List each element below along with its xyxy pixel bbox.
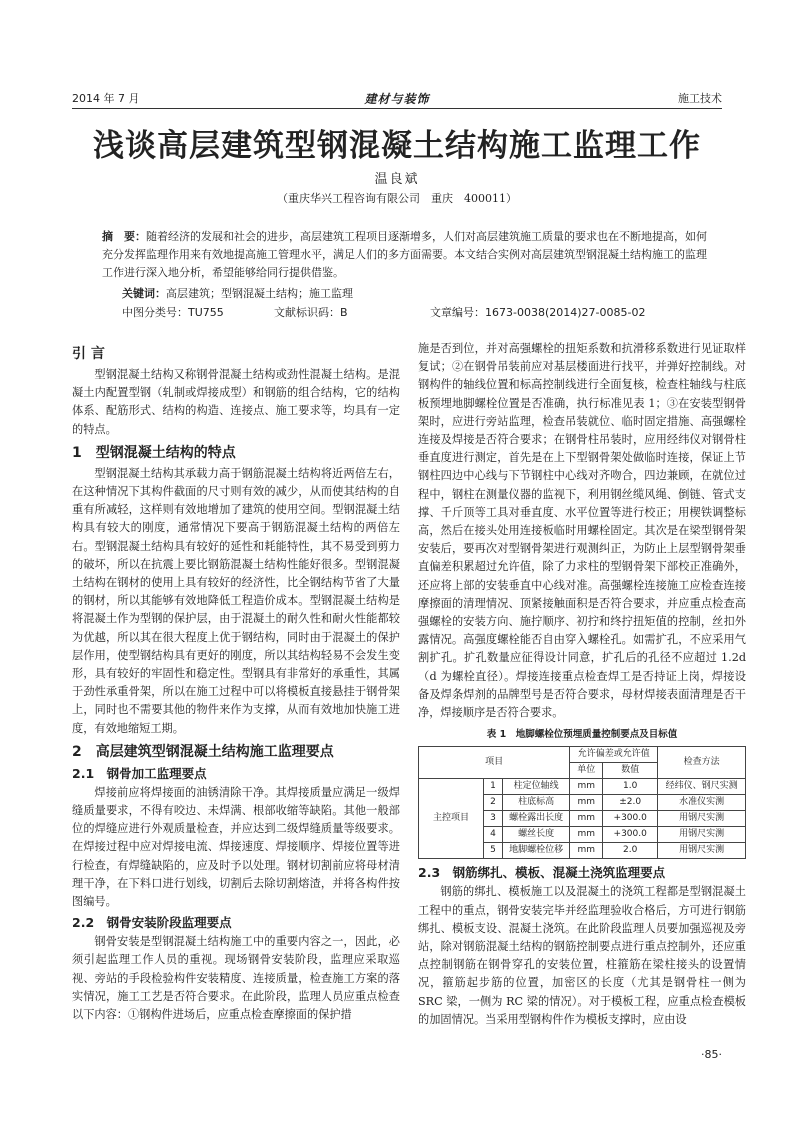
section1-paragraph: 型钢混凝土结构其承载力高于钢筋混凝土结构将近两倍左右，在这种情况下其构件截面的尺寸则有效的减少，从而使其结构的自重有所减轻，这样则有效地增加了建筑的使用空间。型钢混凝土结构具有较大的刚度，通常情况下要高于钢筋混凝土结构的两倍左右。型钢混凝土结构具有较好的延性和耗能特性，其不易受到剪力的破坏，所以在抗震上要比钢筋混凝土结构性能好很多。型钢混凝土结构在钢材的使用上具有较好的经济性，比全钢结构节省了大量的钢材，所以其能够有效地降低工程造价成本。型钢混凝土结构是将混凝土作为型钢的保护层，由于混凝土的耐久性和耐火性能都较为优越，所以其在很大程度上优于钢结构，同时由于混凝土的保护层作用，使型钢结构具有更好的刚度，所以其结构轻易不会发生变形，具有较好的牢固性和稳定性。型钢具有非常好的承重性，其属于劲性承重骨架，所以在施工过程中可以将模板直接悬挂于钢骨架上，同时也不需要其他的物件来作为支撑，从而有效地加快施工进度，有效地缩短工期。 — [72, 466, 400, 735]
abstract-text: 随着经济的发展和社会的进步，高层建筑工程项目逐渐增多，人们对高层建筑施工质量的要求也在不断地提高，如何充分发挥监理作用来有效地提高施工管理水平，满足人们的多方面需要。本文结合实例对高层建筑型钢混凝土结构施工的监理工作进行深入地分析，希望能够给同行提供借鉴。 — [102, 230, 707, 279]
row-unit: mm — [570, 811, 603, 827]
page-number: ·85· — [701, 1048, 722, 1061]
row-unit: mm — [570, 779, 603, 795]
section21-heading: 2.1 钢骨加工监理要点 — [72, 765, 207, 781]
th-item: 项目 — [419, 747, 570, 779]
row-method: 用钢尺实测 — [658, 811, 746, 827]
row-value: +300.0 — [603, 827, 658, 843]
section23-paragraph: 钢筋的绑扎、模板施工以及混凝土的浇筑工程都是型钢混凝土工程中的重点，钢骨安装完毕并经监理验收合格后，方可进行钢筋绑扎、模板支设、混凝土浇筑。在此阶段监理人员要加强巡视及旁站，除对钢筋混凝土结构的钢筋控制要点进行重点控制外，还应重点控制钢筋在钢骨穿孔的安装位置，柱箍筋在梁柱接头的设置情况，箍筋起步筋的位置，加密区的长度（尤其是钢骨柱一侧为 SRC 梁，一侧为 RC 梁的情况）。对于模板工程，应重点检查模板的加固情况。当采用型钢构件作为模板支撑时，应由设 — [418, 885, 746, 1026]
row-name: 柱定位轴线 — [503, 779, 570, 795]
row-value: ±2.0 — [603, 795, 658, 811]
table-row — [419, 779, 746, 795]
th-method: 检查方法 — [658, 747, 746, 779]
row-method: 用钢尺实测 — [658, 843, 746, 859]
row-no: 4 — [484, 827, 503, 843]
article-title: 浅谈高层建筑型钢混凝土结构施工监理工作 — [93, 128, 701, 164]
section1-heading: 1 型钢混凝土结构的特点 — [72, 444, 236, 461]
section21-paragraph: 焊接前应将焊接面的油锈清除干净。其焊接质量应满足一级焊缝质量要求，不得有咬边、未焊满、根部收缩等缺陷。其他一般部位的焊缝应进行外观质量检查，并应达到二级焊缝质量等级要求。在焊接过程中应对焊接电流、焊接速度、焊接顺序、焊接位置等进行检查，有焊缝缺陷的，应及时予以处理。钢材切割前应将母材清理干净，在下料口进行划线，切割后去除切割熔渣，并将各构件按图编号。 — [72, 785, 400, 909]
row-unit: mm — [570, 827, 603, 843]
author: 温良斌 — [374, 172, 420, 187]
row-value: 2.0 — [603, 843, 658, 859]
row-no: 5 — [484, 843, 503, 859]
row-no: 1 — [484, 779, 503, 795]
row-name: 地脚螺栓位移 — [503, 843, 570, 859]
intro-paragraph: 型钢混凝土结构又称钢骨混凝土结构或劲性混凝土结构。是混凝土内配置型钢（轧制或焊接成型）和钢筋的组合结构，它的结构体系、配筋形式、结构的构造、连接点、施工要求等，均具有一定的特点。 — [72, 368, 400, 436]
row-name: 螺栓露出长度 — [503, 811, 570, 827]
right-column — [418, 340, 746, 1029]
section23-heading: 2.3 钢筋绑扎、模板、混凝土浇筑监理要点 — [418, 865, 666, 881]
intro-heading: 引 言 — [72, 346, 105, 362]
row-no: 3 — [484, 811, 503, 827]
abstract-label: 摘 要： — [102, 230, 146, 243]
row-value: +300.0 — [603, 811, 658, 827]
header-section: 施工技术 — [678, 92, 722, 105]
row-method: 水准仪实测 — [658, 795, 746, 811]
row-method: 经纬仪、钢尺实测 — [658, 779, 746, 795]
row-name: 螺丝长度 — [503, 827, 570, 843]
row-no: 2 — [484, 795, 503, 811]
row-value: 1.0 — [603, 779, 658, 795]
section22-heading: 2.2 钢骨安装阶段监理要点 — [72, 915, 232, 931]
header-date: 2014 年 7 月 — [72, 92, 140, 105]
control-table — [418, 746, 746, 859]
header-divider — [72, 108, 722, 109]
right-paragraph-1: 施是否到位，并对高强螺栓的扭矩系数和抗滑移系数进行见证取样复试；②在钢骨吊装前应对基层楼面进行找平，并弹好控制线。对钢构件的轴线位置和标高控制线进行全面复核，检查柱轴线与柱底板预埋地脚螺栓位置是否准确，执行标准见表 1；③在安装型钢骨架时，应进行旁站监理，检查吊装就位、临时固定措施、高强螺栓连接及焊接是否符合要求；在钢骨柱吊装时，应用经纬仪对钢骨柱垂直度进行测定，首先是在上下型钢骨架处做临时连接，保证上节钢柱四边中心线与下节钢柱中心线对齐吻合，四边兼顾，在就位过程中，钢柱在测量仪器的监视下，利用钢丝缆风绳、倒链、管式支撑、千斤顶等工具对垂直度、水平位置等进行校正；用楔铁调整标高，然后在接头处用连接板临时用螺栓固定。其次是在梁型钢骨架安装后，要再次对型钢骨架进行观测纠正，为防止上层型钢骨架垂直偏差积累超过允许值，除了力求柱的型钢骨架下部校正准确外，还应将上部的安装垂直中心线对准。高强螺栓连接施工应检查连接摩擦面的清理情况、顶紧接触面积是否符合要求，并应重点检查高强螺栓的安装方向、施拧顺序、初拧和终拧扭矩值的控制，丝扣外露情况。高强度螺栓能否自由穿入螺栓孔。如需扩孔，不应采用气割扩孔。扩孔数量应征得设计同意，扩孔后的孔径不应超过 1.2d（d 为螺栓直径）。焊接连接重点检查焊工是否持证上岗，焊接设备及焊条焊剂的品牌型号是否符合要求，母材焊接表面清理是否干净，焊接顺序是否符合要求。 — [418, 342, 746, 720]
abstract — [102, 228, 714, 282]
section2-heading: 2 高层建筑型钢混凝土结构施工监理要点 — [72, 743, 334, 760]
left-column — [72, 340, 400, 1024]
row-unit: mm — [570, 795, 603, 811]
table-caption: 表 1 地脚螺栓位预埋质量控制要点及目标值 — [486, 729, 678, 741]
article-number: 文章编号：1673-0038(2014)27-0085-02 — [430, 306, 646, 319]
document-code: 文献标识码：B — [274, 306, 348, 319]
group-label: 主控项目 — [419, 779, 484, 859]
clc-number: 中图分类号：TU755 — [122, 306, 224, 319]
th-value: 数值 — [603, 763, 658, 779]
row-method: 用钢尺实测 — [658, 827, 746, 843]
th-deviation: 允许偏差或允许值 — [570, 747, 658, 763]
th-unit: 单位 — [570, 763, 603, 779]
keywords-text: 高层建筑；型钢混凝土结构；施工监理 — [166, 287, 353, 300]
row-unit: mm — [570, 843, 603, 859]
keywords-label: 关键词： — [122, 287, 166, 300]
header-journal: 建材与装饰 — [364, 92, 430, 106]
affiliation: （重庆华兴工程咨询有限公司 重庆 400011） — [277, 192, 517, 205]
section22-paragraph: 钢骨安装是型钢混凝土结构施工中的重要内容之一，因此，必须引起监理工作人员的重视。现场钢骨安装阶段，监理应采取巡视、旁站的手段检验构件安装精度、连接质量，检查施工方案的落实情况，施工工艺是否符合要求。在此阶段，监理人员应重点检查以下内容：①钢构件进场后，应重点检查摩擦面的保护措 — [72, 935, 400, 1022]
row-name: 柱底标高 — [503, 795, 570, 811]
